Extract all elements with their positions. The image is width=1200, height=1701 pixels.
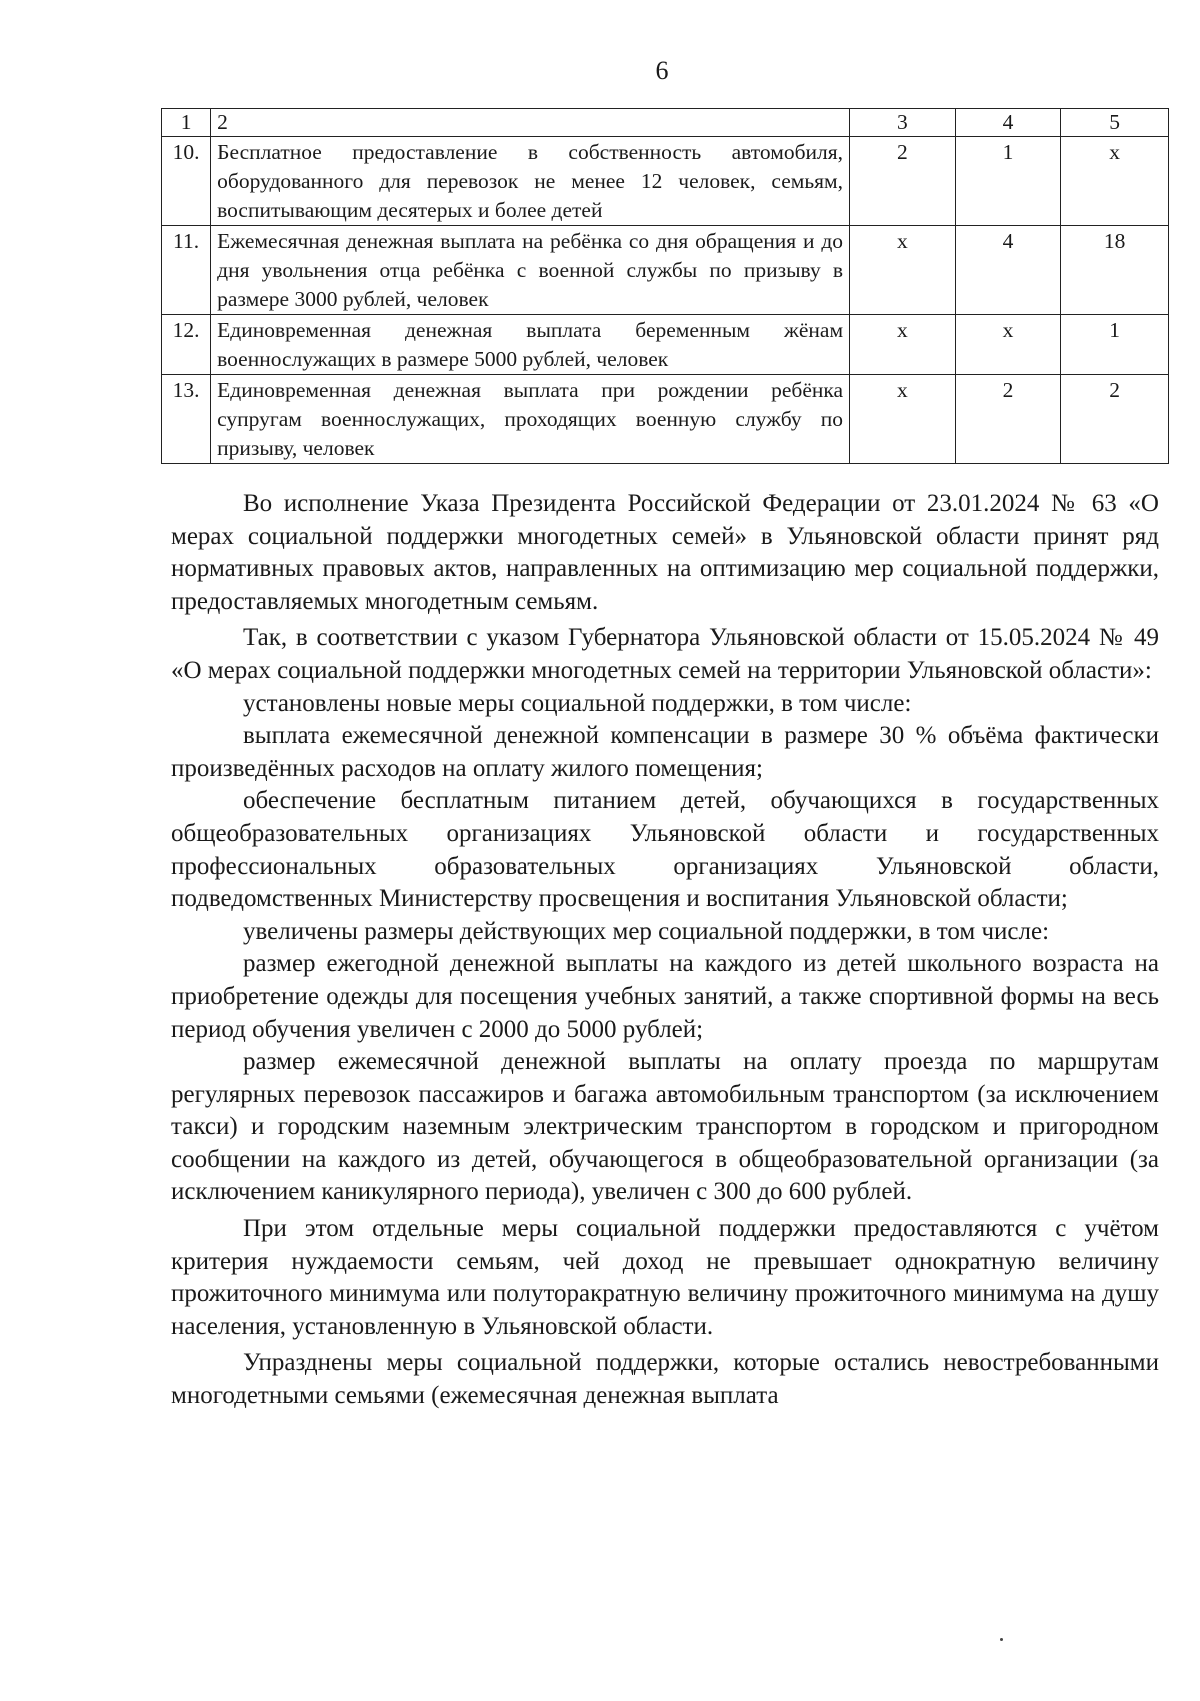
table-header-row: [162, 109, 1169, 137]
row-value-col4: 4: [955, 226, 1061, 315]
row-value-col3: х: [850, 226, 956, 315]
support-measures-table: [161, 108, 1169, 464]
row-number: 13.: [162, 375, 211, 464]
scan-speck: [1000, 1638, 1003, 1641]
paragraph: установлены новые меры социальной поддержки, в том числе:: [243, 689, 912, 717]
paragraph: Так, в соответствии с указом Губернатора Ульяновской области от 15.05.2024 № 49 «О мерах социальной поддержки многодетных семей на территории Ульяновской области»:: [171, 624, 1159, 684]
header-cell: 3: [850, 109, 956, 137]
row-description: Единовременная денежная выплата при рождении ребёнка супругам военнослужащих, проходящих военную службу по призыву, человек: [211, 375, 850, 464]
paragraph: увеличены размеры действующих мер социальной поддержки, в том числе:: [243, 917, 1050, 945]
header-cell: 2: [211, 109, 850, 137]
row-description: Единовременная денежная выплата беременным жёнам военнослужащих в размере 5000 рублей, человек: [211, 315, 850, 375]
paragraph: Упразднены меры социальной поддержки, которые остались невостребованными многодетными семьями (ежемесячная денежная выплата: [171, 1349, 1159, 1410]
row-value-col3: 2: [850, 137, 956, 226]
header-cell: 1: [162, 109, 211, 137]
row-value-col5: 1: [1061, 315, 1169, 375]
paragraph: При этом отдельные меры социальной поддержки предоставляются с учётом критерия нуждаемости семьям, чей доход не превышает однократную величину прожиточного минимума или полуторакратную величину прожиточного минимума на душу населения, установленную в Ульяновской области.: [171, 1215, 1159, 1340]
table-row: [162, 226, 1169, 315]
row-description: Ежемесячная денежная выплата на ребёнка со дня обращения и до дня увольнения отца ребёнка с военной службы по призыву в размере 3000 рублей, человек: [211, 226, 850, 315]
header-cell: 4: [955, 109, 1061, 137]
paragraph: Во исполнение Указа Президента Российской Федерации от 23.01.2024 № 63 «О мерах социальной поддержки многодетных семей» в Ульяновской области принят ряд нормативных правовых актов, направленных на оптимизацию мер социальной поддержки, предоставляемых многодетным семьям.: [171, 490, 1159, 615]
document-body: [171, 488, 1159, 1413]
row-value-col3: х: [850, 315, 956, 375]
row-number: 12.: [162, 315, 211, 375]
row-value-col4: 2: [955, 375, 1061, 464]
table-row: [162, 137, 1169, 226]
table-row: [162, 375, 1169, 464]
row-value-col5: х: [1061, 137, 1169, 226]
row-number: 11.: [162, 226, 211, 315]
row-description: Бесплатное предоставление в собственность автомобиля, оборудованного для перевозок не менее 12 человек, семьям, воспитывающим десятерых и более детей: [211, 137, 850, 226]
page-number: 6: [655, 56, 669, 85]
row-value-col5: 18: [1061, 226, 1169, 315]
header-cell: 5: [1061, 109, 1169, 137]
paragraph: размер ежегодной денежной выплаты на каждого из детей школьного возраста на приобретение одежды для посещения учебных занятий, а также спортивной формы на весь период обучения увеличен с 2000 до 5000 рублей;: [171, 950, 1159, 1043]
paragraph: выплата ежемесячной денежной компенсации в размере 30 % объёма фактически произведённых расходов на оплату жилого помещения;: [171, 722, 1159, 782]
table-row: [162, 315, 1169, 375]
paragraph: размер ежемесячной денежной выплаты на оплату проезда по маршрутам регулярных перевозок пассажиров и багажа автомобильным транспортом (за исключением такси) и городским наземным электрическим транспортом в городском и пригородном сообщении на каждого из детей, обучающегося в общеобразовательной организации (за исключением каникулярного периода), увеличен с 300 до 600 рублей.: [171, 1048, 1159, 1206]
paragraph: обеспечение бесплатным питанием детей, обучающихся в государственных общеобразовательных организациях Ульяновской области и государственных профессиональных образовательных организациях Ульяновской области, подведомственных Министерству просвещения и воспитания Ульяновской области;: [171, 787, 1159, 913]
row-value-col4: х: [955, 315, 1061, 375]
row-number: 10.: [162, 137, 211, 226]
row-value-col3: х: [850, 375, 956, 464]
row-value-col4: 1: [955, 137, 1061, 226]
row-value-col5: 2: [1061, 375, 1169, 464]
